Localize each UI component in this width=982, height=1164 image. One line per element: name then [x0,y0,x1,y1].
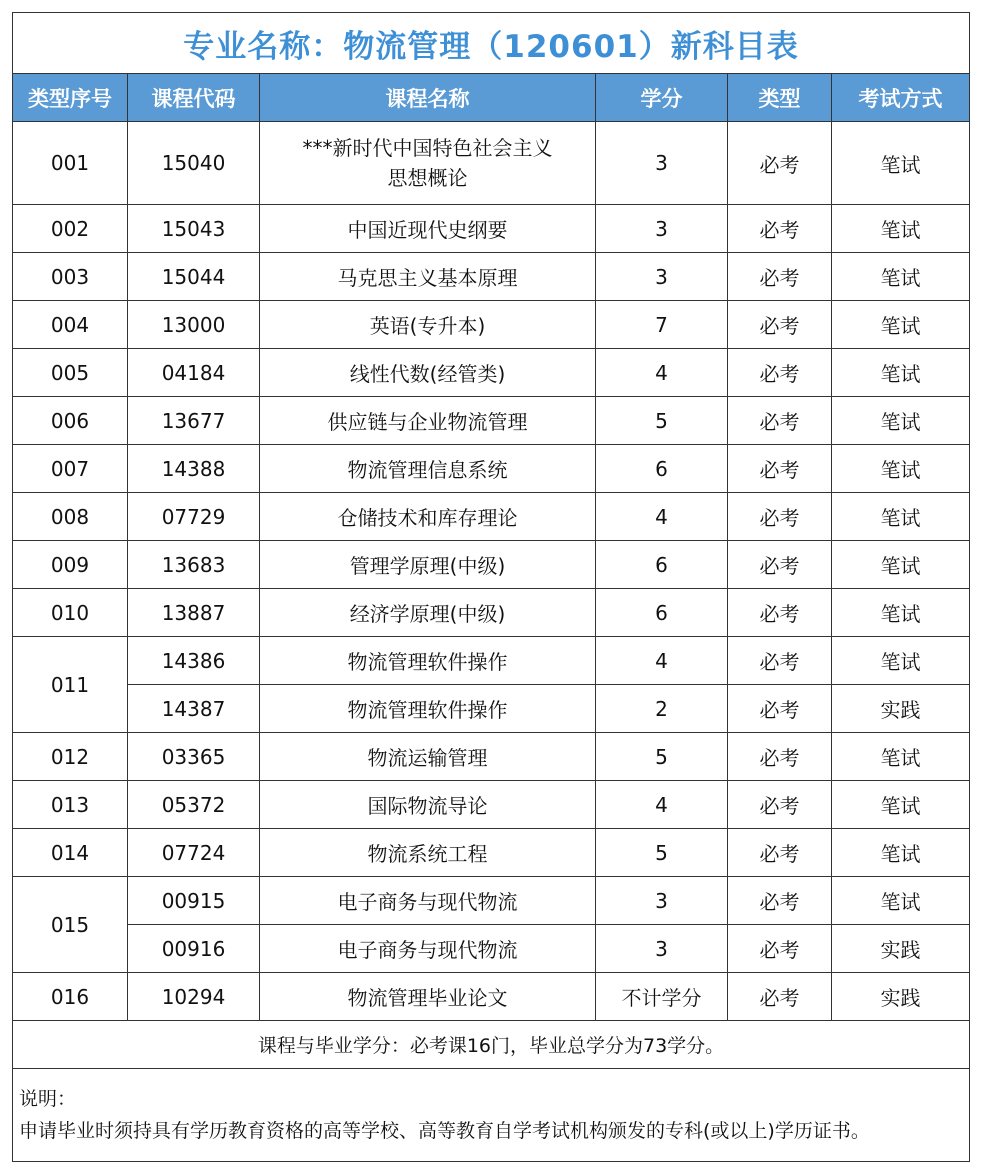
cell-credit: 3 [596,877,728,925]
cell-exam: 笔试 [832,349,970,397]
cell-code: 14387 [128,685,260,733]
cell-type: 必考 [728,925,832,973]
cell-type: 必考 [728,541,832,589]
cell-code: 07729 [128,493,260,541]
cell-exam: 笔试 [832,445,970,493]
table-row [13,301,970,349]
table-row [13,781,970,829]
header-row [13,74,970,122]
cell-name: 物流管理软件操作 [260,637,596,685]
cell-seq: 006 [13,397,128,445]
cell-code: 03365 [128,733,260,781]
cell-code: 05372 [128,781,260,829]
cell-type: 必考 [728,445,832,493]
cell-credit: 7 [596,301,728,349]
cell-seq: 013 [13,781,128,829]
header-credit: 学分 [596,74,728,122]
cell-credit: 5 [596,829,728,877]
cell-code: 15040 [128,122,260,205]
cell-name: 电子商务与现代物流 [260,925,596,973]
cell-exam: 笔试 [832,637,970,685]
cell-credit: 3 [596,205,728,253]
note-section [13,1069,970,1162]
cell-credit: 5 [596,397,728,445]
cell-credit: 3 [596,925,728,973]
cell-credit: 4 [596,781,728,829]
cell-seq: 004 [13,301,128,349]
cell-seq: 003 [13,253,128,301]
credit-summary: 课程与毕业学分：必考课16门，毕业总学分为73学分。 [13,1021,970,1069]
table-row [13,589,970,637]
cell-code: 00916 [128,925,260,973]
cell-exam: 笔试 [832,493,970,541]
cell-credit: 4 [596,637,728,685]
cell-name: 线性代数(经管类) [260,349,596,397]
cell-credit: 不计学分 [596,973,728,1021]
cell-type: 必考 [728,122,832,205]
cell-name: 英语(专升本) [260,301,596,349]
table-title: 专业名称：物流管理（120601）新科目表 [13,13,970,74]
cell-code: 13887 [128,589,260,637]
cell-code: 07724 [128,829,260,877]
table-row [13,733,970,781]
cell-code: 10294 [128,973,260,1021]
cell-code: 00915 [128,877,260,925]
cell-exam: 笔试 [832,205,970,253]
cell-name: 管理学原理(中级) [260,541,596,589]
cell-type: 必考 [728,685,832,733]
cell-credit: 2 [596,685,728,733]
cell-credit: 5 [596,733,728,781]
cell-name: 物流管理信息系统 [260,445,596,493]
cell-exam: 笔试 [832,589,970,637]
table-row [13,397,970,445]
cell-credit: 3 [596,122,728,205]
cell-credit: 4 [596,349,728,397]
cell-name: 供应链与企业物流管理 [260,397,596,445]
table-row [13,493,970,541]
cell-seq: 014 [13,829,128,877]
cell-type: 必考 [728,589,832,637]
cell-code: 14386 [128,637,260,685]
note-text: 申请毕业时须持具有学历教育资格的高等学校、高等教育自学考试机构颁发的专科(或以上)学历证书。 [19,1120,870,1142]
table-row [13,253,970,301]
cell-code: 13000 [128,301,260,349]
cell-name-line2: 思想概论 [387,166,468,190]
table-row [13,973,970,1021]
note-label: 说明： [19,1088,77,1110]
cell-credit: 6 [596,541,728,589]
cell-name: 物流管理毕业论文 [260,973,596,1021]
cell-seq: 016 [13,973,128,1021]
cell-code: 13677 [128,397,260,445]
cell-seq: 005 [13,349,128,397]
cell-credit: 3 [596,253,728,301]
header-code: 课程代码 [128,74,260,122]
cell-name: 物流运输管理 [260,733,596,781]
cell-exam: 笔试 [832,877,970,925]
table-row [13,205,970,253]
cell-type: 必考 [728,205,832,253]
cell-type: 必考 [728,349,832,397]
cell-seq: 008 [13,493,128,541]
cell-code: 14388 [128,445,260,493]
cell-seq: 015 [13,877,128,973]
cell-code: 15043 [128,205,260,253]
header-name: 课程名称 [260,74,596,122]
table-row [13,877,970,925]
cell-credit: 6 [596,445,728,493]
cell-type: 必考 [728,397,832,445]
cell-name-line1: ***新时代中国特色社会主义 [302,136,553,160]
table-row [13,541,970,589]
cell-type: 必考 [728,877,832,925]
cell-exam: 笔试 [832,733,970,781]
cell-type: 必考 [728,973,832,1021]
cell-credit: 4 [596,493,728,541]
cell-code: 13683 [128,541,260,589]
cell-seq: 011 [13,637,128,733]
header-type: 类型 [728,74,832,122]
cell-type: 必考 [728,829,832,877]
table-row [13,445,970,493]
cell-seq: 007 [13,445,128,493]
cell-exam: 笔试 [832,829,970,877]
course-table [12,12,970,1162]
cell-credit: 6 [596,589,728,637]
cell-exam: 实践 [832,973,970,1021]
cell-exam: 笔试 [832,397,970,445]
cell-name: 马克思主义基本原理 [260,253,596,301]
course-table-container [12,12,969,1162]
cell-type: 必考 [728,781,832,829]
cell-exam: 笔试 [832,253,970,301]
table-row [13,122,970,205]
cell-code: 15044 [128,253,260,301]
cell-seq: 010 [13,589,128,637]
cell-exam: 笔试 [832,301,970,349]
header-seq: 类型序号 [13,74,128,122]
table-row [13,829,970,877]
table-row [13,685,970,733]
cell-name: 物流管理软件操作 [260,685,596,733]
table-row [13,637,970,685]
cell-type: 必考 [728,253,832,301]
cell-seq: 001 [13,122,128,205]
cell-type: 必考 [728,637,832,685]
cell-name: 电子商务与现代物流 [260,877,596,925]
cell-name: 国际物流导论 [260,781,596,829]
table-row [13,925,970,973]
cell-exam: 笔试 [832,541,970,589]
cell-code: 04184 [128,349,260,397]
cell-exam: 实践 [832,685,970,733]
cell-name: 物流系统工程 [260,829,596,877]
cell-type: 必考 [728,301,832,349]
cell-exam: 笔试 [832,122,970,205]
cell-type: 必考 [728,733,832,781]
table-row [13,349,970,397]
cell-seq: 012 [13,733,128,781]
cell-name: 经济学原理(中级) [260,589,596,637]
cell-name: 中国近现代史纲要 [260,205,596,253]
cell-name [260,122,596,205]
cell-exam: 笔试 [832,781,970,829]
header-exam: 考试方式 [832,74,970,122]
cell-seq: 002 [13,205,128,253]
cell-seq: 009 [13,541,128,589]
cell-name: 仓储技术和库存理论 [260,493,596,541]
cell-type: 必考 [728,493,832,541]
cell-exam: 实践 [832,925,970,973]
